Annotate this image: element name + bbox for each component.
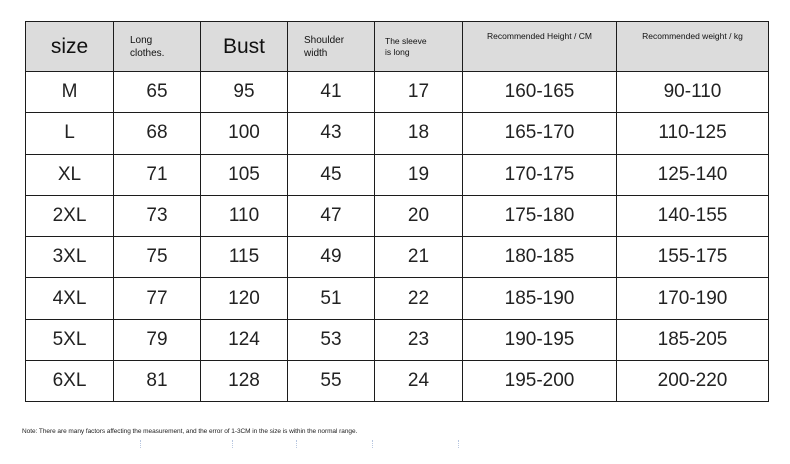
cell-shoulder-width: 43 xyxy=(288,113,375,154)
cell-sleeve-length: 19 xyxy=(375,154,463,195)
cell-shoulder-width: 45 xyxy=(288,154,375,195)
cell-long-clothes: 79 xyxy=(114,319,201,360)
cell-long-clothes: 77 xyxy=(114,278,201,319)
table-row xyxy=(26,319,769,360)
cell-recommended-height: 180-185 xyxy=(463,237,617,278)
cell-size: XL xyxy=(26,154,114,195)
cell-long-clothes: 73 xyxy=(114,195,201,236)
cell-size: 3XL xyxy=(26,237,114,278)
table-row xyxy=(26,113,769,154)
cell-recommended-weight: 140-155 xyxy=(617,195,769,236)
cell-recommended-weight: 155-175 xyxy=(617,237,769,278)
cell-recommended-height: 195-200 xyxy=(463,361,617,402)
cell-long-clothes: 71 xyxy=(114,154,201,195)
cell-size: 4XL xyxy=(26,278,114,319)
cell-recommended-weight: 90-110 xyxy=(617,72,769,113)
cell-bust: 110 xyxy=(201,195,288,236)
decorative-dots xyxy=(458,440,460,448)
cell-sleeve-length: 23 xyxy=(375,319,463,360)
table-body xyxy=(26,72,769,402)
cell-bust: 128 xyxy=(201,361,288,402)
header-sleeve-length: The sleeve is long xyxy=(375,22,463,72)
cell-shoulder-width: 51 xyxy=(288,278,375,319)
cell-recommended-weight: 200-220 xyxy=(617,361,769,402)
cell-sleeve-length: 17 xyxy=(375,72,463,113)
measurement-note: Note: There are many factors affecting the measurement, and the error of 1-3CM in the size is within the normal range. xyxy=(22,428,358,435)
header-bust: Bust xyxy=(201,22,288,72)
table-row xyxy=(26,361,769,402)
cell-recommended-height: 160-165 xyxy=(463,72,617,113)
cell-bust: 100 xyxy=(201,113,288,154)
cell-recommended-height: 190-195 xyxy=(463,319,617,360)
header-recommended-height: Recommended Height / CM xyxy=(463,22,617,72)
cell-shoulder-width: 53 xyxy=(288,319,375,360)
cell-shoulder-width: 55 xyxy=(288,361,375,402)
table-row xyxy=(26,237,769,278)
cell-bust: 95 xyxy=(201,72,288,113)
cell-size: 5XL xyxy=(26,319,114,360)
cell-long-clothes: 75 xyxy=(114,237,201,278)
cell-long-clothes: 65 xyxy=(114,72,201,113)
cell-long-clothes: 81 xyxy=(114,361,201,402)
cell-recommended-height: 165-170 xyxy=(463,113,617,154)
table-row xyxy=(26,154,769,195)
cell-recommended-weight: 125-140 xyxy=(617,154,769,195)
header-recommended-weight: Recommended weight / kg xyxy=(617,22,769,72)
cell-shoulder-width: 49 xyxy=(288,237,375,278)
cell-sleeve-length: 20 xyxy=(375,195,463,236)
decorative-dots xyxy=(140,440,142,448)
cell-recommended-weight: 110-125 xyxy=(617,113,769,154)
cell-recommended-height: 185-190 xyxy=(463,278,617,319)
table-row xyxy=(26,72,769,113)
cell-shoulder-width: 47 xyxy=(288,195,375,236)
cell-bust: 120 xyxy=(201,278,288,319)
header-long-clothes: Long clothes. xyxy=(114,22,201,72)
cell-size: 2XL xyxy=(26,195,114,236)
table-row xyxy=(26,278,769,319)
decorative-dots xyxy=(296,440,298,448)
cell-sleeve-length: 21 xyxy=(375,237,463,278)
cell-bust: 124 xyxy=(201,319,288,360)
decorative-dots xyxy=(232,440,234,448)
cell-sleeve-length: 18 xyxy=(375,113,463,154)
cell-recommended-weight: 185-205 xyxy=(617,319,769,360)
cell-long-clothes: 68 xyxy=(114,113,201,154)
cell-size: 6XL xyxy=(26,361,114,402)
header-shoulder-width: Shoulder width xyxy=(288,22,375,72)
cell-recommended-height: 170-175 xyxy=(463,154,617,195)
cell-sleeve-length: 24 xyxy=(375,361,463,402)
cell-bust: 115 xyxy=(201,237,288,278)
cell-size: M xyxy=(26,72,114,113)
header-size: size xyxy=(26,22,114,72)
cell-sleeve-length: 22 xyxy=(375,278,463,319)
cell-shoulder-width: 41 xyxy=(288,72,375,113)
table-row xyxy=(26,195,769,236)
cell-recommended-height: 175-180 xyxy=(463,195,617,236)
cell-bust: 105 xyxy=(201,154,288,195)
decorative-dots xyxy=(372,440,374,448)
size-chart-table xyxy=(25,21,769,402)
cell-size: L xyxy=(26,113,114,154)
cell-recommended-weight: 170-190 xyxy=(617,278,769,319)
header-row xyxy=(26,22,769,72)
